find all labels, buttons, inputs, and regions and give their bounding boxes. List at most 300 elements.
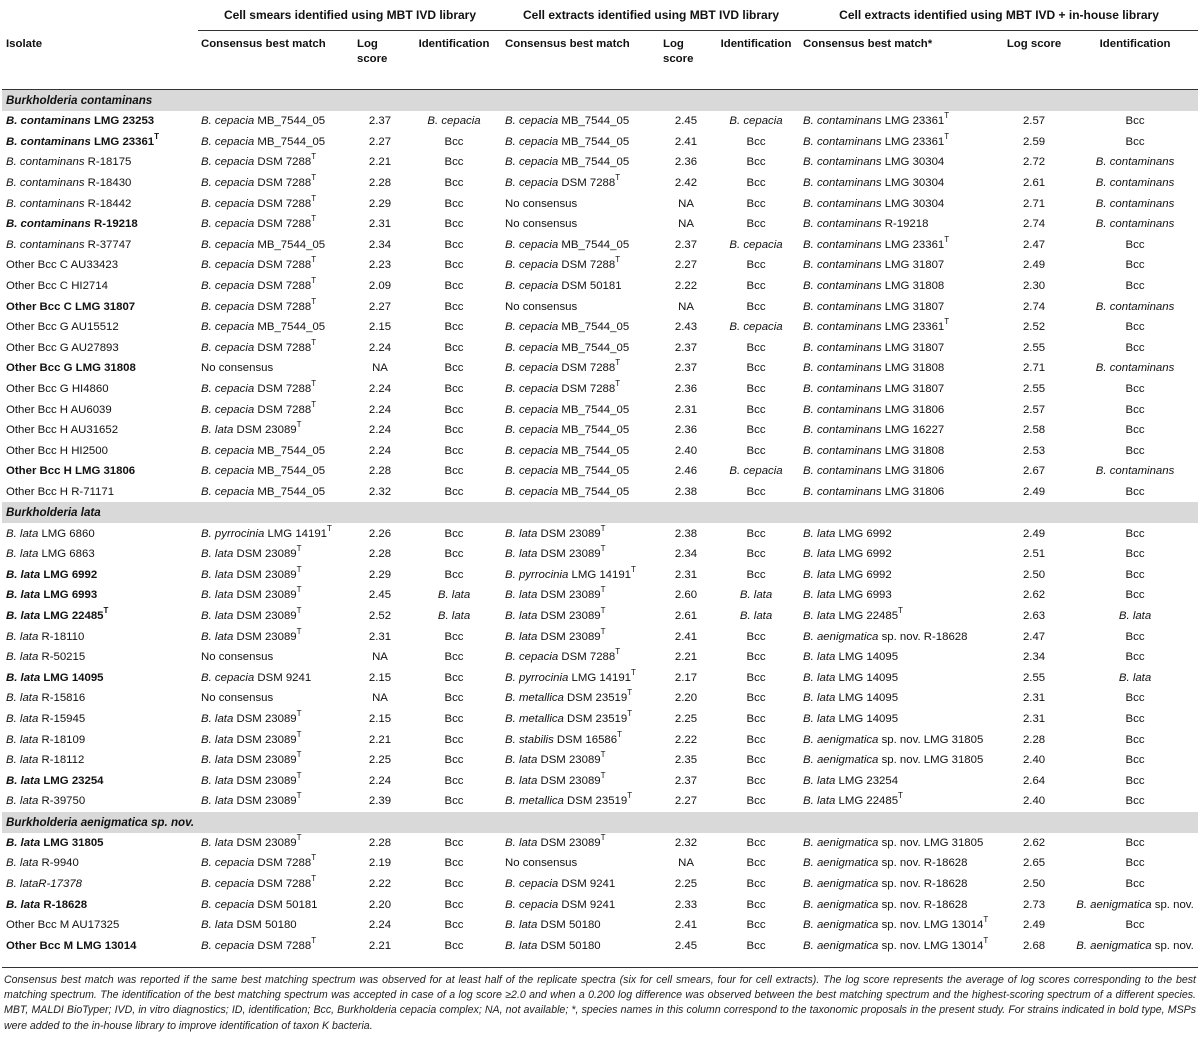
identification-cell: Bcc <box>1125 774 1145 787</box>
identification-cell: Bcc <box>746 383 766 396</box>
best-match-cell: B. lata DSM $23089^T$ <box>201 791 302 808</box>
best-match-cell: B. aenigmatica sp. nov. LMG $13014^T$ <box>803 915 989 932</box>
table-row <box>2 152 1198 173</box>
log-score-cell: 2.36 <box>674 424 698 437</box>
identification-cell: Bcc <box>444 630 464 643</box>
best-match-cell: B. cepacia DSM $7288^T$ <box>201 255 317 272</box>
identification-cell: Bcc <box>746 197 766 210</box>
log-score-cell: 2.28 <box>368 177 392 190</box>
isolate-cell: B. lata LMG 6992 <box>6 568 98 581</box>
best-match-cell: B. cepacia MB_7544_05 <box>505 465 630 478</box>
log-score-cell: 2.37 <box>368 115 392 128</box>
best-match-cell: B. contaminans LMG $23361^T$ <box>803 234 950 251</box>
identification-cell: B. contaminans <box>1095 218 1175 231</box>
best-match-cell: B. lata DSM $23089^T$ <box>505 585 606 602</box>
best-match-cell: No consensus <box>201 692 274 705</box>
table-row <box>2 936 1198 957</box>
best-match-cell: B. contaminans LMG $23361^T$ <box>803 317 950 334</box>
log-score-cell: 2.60 <box>674 589 698 602</box>
log-score-cell: 2.74 <box>1022 300 1046 313</box>
log-score-cell: 2.45 <box>674 115 698 128</box>
best-match-cell: B. contaminans LMG 30304 <box>803 177 945 190</box>
log-score-cell: 2.41 <box>674 135 698 148</box>
best-match-cell: B. lata LMG 14095 <box>803 671 899 684</box>
identification-cell: Bcc <box>444 424 464 437</box>
identification-cell: Bcc <box>746 259 766 272</box>
isolate-cell: Other Bcc M AU17325 <box>6 919 120 932</box>
identification-cell: B. contaminans <box>1095 362 1175 375</box>
identification-cell: Bcc <box>444 321 464 334</box>
identification-cell: Bcc <box>444 177 464 190</box>
table-row <box>2 193 1198 214</box>
log-score-cell: 2.73 <box>1022 898 1046 911</box>
section-title: Burkholderia aenigmatica sp. nov. <box>2 812 1198 833</box>
best-match-cell: B. lata LMG 14095 <box>803 692 899 705</box>
log-score-cell: 2.61 <box>674 609 698 622</box>
log-score-cell: 2.31 <box>1022 692 1046 705</box>
identification-cell: Bcc <box>746 712 766 725</box>
best-match-cell: B. aenigmatica sp. nov. LMG 31805 <box>803 754 984 767</box>
log-score-cell: 2.27 <box>368 300 392 313</box>
table-row <box>2 235 1198 256</box>
log-score-cell: 2.34 <box>1022 651 1046 664</box>
log-score-cell: 2.65 <box>1022 857 1046 870</box>
log-score-cell: NA <box>372 692 388 705</box>
best-match-cell: B. lata DSM $23089^T$ <box>505 626 606 643</box>
log-score-cell: 2.27 <box>674 259 698 272</box>
section-header-row <box>2 812 1198 833</box>
best-match-cell: B. metallica DSM $23519^T$ <box>505 708 633 725</box>
log-score-cell: 2.21 <box>368 939 392 952</box>
identification-table <box>2 0 1198 956</box>
identification-cell: B. cepacia <box>729 115 783 128</box>
best-match-header: Consensus best match <box>502 31 660 90</box>
best-match-cell: B. contaminans LMG 16227 <box>803 424 945 437</box>
best-match-cell: B. lata DSM $23089^T$ <box>201 420 302 437</box>
best-match-cell: B. contaminans LMG 31807 <box>803 259 945 272</box>
table-row <box>2 441 1198 462</box>
best-match-cell: B. lata DSM $23089^T$ <box>505 832 606 849</box>
identification-cell: Bcc <box>746 300 766 313</box>
best-match-cell: B. lata DSM $23089^T$ <box>201 708 302 725</box>
log-score-cell: 2.47 <box>1022 630 1046 643</box>
log-score-cell: 2.21 <box>368 156 392 169</box>
best-match-cell: B. cepacia MB_7544_05 <box>505 403 630 416</box>
best-match-cell: B. cepacia DSM $7288^T$ <box>201 379 317 396</box>
isolate-cell: Other Bcc G AU27893 <box>6 341 119 354</box>
identification-cell: Bcc <box>746 568 766 581</box>
best-match-cell: B. cepacia MB_7544_05 <box>505 424 630 437</box>
log-score-cell: 2.21 <box>368 733 392 746</box>
best-match-cell: B. cepacia MB_7544_05 <box>201 135 326 148</box>
identification-cell: Bcc <box>746 135 766 148</box>
best-match-cell: B. cepacia DSM 9241 <box>201 671 312 684</box>
isolate-cell: B. lata R-15945 <box>6 712 86 725</box>
table-row <box>2 317 1198 338</box>
log-score-cell: 2.37 <box>674 341 698 354</box>
isolate-cell: B. lata LMG 31805 <box>6 836 104 849</box>
identification-header: Identification <box>1072 31 1198 90</box>
best-match-cell: B. aenigmatica sp. nov. R-18628 <box>803 857 968 870</box>
log-score-cell: NA <box>678 197 694 210</box>
identification-cell: Bcc <box>444 485 464 498</box>
identification-cell: Bcc <box>1125 341 1145 354</box>
identification-cell: Bcc <box>746 156 766 169</box>
section-title: Burkholderia contaminans <box>2 90 1198 112</box>
identification-cell: Bcc <box>444 527 464 540</box>
table-row <box>2 111 1198 132</box>
identification-cell: Bcc <box>1125 424 1145 437</box>
log-score-cell: 2.51 <box>1022 548 1046 561</box>
isolate-cell: B. contaminans R-18175 <box>6 156 132 169</box>
log-score-cell: 2.50 <box>1022 568 1046 581</box>
table-row <box>2 833 1198 854</box>
best-match-cell: B. lata LMG 6992 <box>803 527 892 540</box>
log-score-cell: 2.31 <box>674 403 698 416</box>
log-score-cell: 2.58 <box>1022 424 1046 437</box>
identification-cell: Bcc <box>1125 321 1145 334</box>
isolate-cell: Other Bcc H HI2500 <box>6 444 108 457</box>
table-row <box>2 585 1198 606</box>
best-match-cell: B. lata LMG 6993 <box>803 589 892 602</box>
log-score-cell: 2.32 <box>674 836 698 849</box>
identification-cell: Bcc <box>1125 280 1145 293</box>
log-score-cell: 2.36 <box>674 383 698 396</box>
best-match-cell: B. lata LMG $22485^T$ <box>803 605 903 622</box>
best-match-cell: B. cepacia MB_7544_05 <box>201 444 326 457</box>
best-match-cell: B. lata LMG 6992 <box>803 548 892 561</box>
identification-cell: Bcc <box>746 939 766 952</box>
best-match-cell: B. lata DSM $23089^T$ <box>201 585 302 602</box>
log-score-cell: 2.21 <box>674 651 698 664</box>
identification-cell: B. lata <box>1118 671 1152 684</box>
identification-cell: Bcc <box>444 939 464 952</box>
log-score-cell: 2.38 <box>674 485 698 498</box>
isolate-cell: B. contaminans LMG $23361^T$ <box>6 131 160 148</box>
log-score-cell: 2.55 <box>1022 671 1046 684</box>
log-score-cell: 2.24 <box>368 424 392 437</box>
identification-cell: Bcc <box>444 836 464 849</box>
isolate-cell: B. lata LMG 6860 <box>6 527 95 540</box>
log-score-cell: NA <box>372 651 388 664</box>
best-match-cell: B. lata LMG $22485^T$ <box>803 791 903 808</box>
table-row <box>2 709 1198 730</box>
identification-header: Identification <box>712 31 800 90</box>
table-row <box>2 482 1198 503</box>
identification-cell: Bcc <box>444 238 464 251</box>
identification-cell: Bcc <box>746 177 766 190</box>
log-score-cell: 2.28 <box>1022 733 1046 746</box>
best-match-cell: B. contaminans LMG 31808 <box>803 444 945 457</box>
table-body <box>2 90 1198 957</box>
log-score-cell: 2.24 <box>368 341 392 354</box>
log-score-header: Log score <box>660 31 712 90</box>
best-match-cell: B. lata LMG 14095 <box>803 651 899 664</box>
best-match-cell: B. contaminans LMG $23361^T$ <box>803 111 950 128</box>
log-score-cell: 2.25 <box>368 754 392 767</box>
log-score-cell: 2.22 <box>674 280 698 293</box>
log-score-cell: 2.39 <box>368 795 392 808</box>
isolate-cell: Other Bcc M LMG 13014 <box>6 939 137 952</box>
log-score-cell: 2.22 <box>368 878 392 891</box>
log-score-cell: 2.40 <box>1022 795 1046 808</box>
group-header-cell-extracts-ivd: Cell extracts identified using MBT IVD library <box>502 0 800 31</box>
log-score-header: Log score <box>354 31 406 90</box>
isolate-cell: Other Bcc H R-71171 <box>6 485 115 498</box>
table-row <box>2 358 1198 379</box>
table-row <box>2 132 1198 153</box>
best-match-cell: B. contaminans LMG 30304 <box>803 156 945 169</box>
identification-cell: Bcc <box>746 403 766 416</box>
best-match-cell: B. cepacia MB_7544_05 <box>505 115 630 128</box>
identification-cell: Bcc <box>1125 485 1145 498</box>
best-match-cell: B. lata DSM $23089^T$ <box>505 770 606 787</box>
identification-cell: Bcc <box>746 630 766 643</box>
log-score-cell: 2.59 <box>1022 135 1046 148</box>
log-score-cell: 2.29 <box>368 197 392 210</box>
best-match-cell: B. metallica DSM $23519^T$ <box>505 791 633 808</box>
best-match-header: Consensus best match <box>198 31 354 90</box>
log-score-cell: 2.38 <box>674 527 698 540</box>
log-score-cell: 2.31 <box>368 218 392 231</box>
column-header-row <box>2 31 1198 90</box>
log-score-cell: 2.17 <box>674 671 698 684</box>
log-score-cell: 2.49 <box>1022 259 1046 272</box>
best-match-cell: B. contaminans LMG 31808 <box>803 362 945 375</box>
identification-cell: Bcc <box>1125 135 1145 148</box>
log-score-cell: 2.45 <box>674 939 698 952</box>
best-match-cell: B. cepacia DSM $7288^T$ <box>201 152 317 169</box>
log-score-cell: 2.36 <box>674 156 698 169</box>
identification-cell: Bcc <box>746 444 766 457</box>
identification-cell: Bcc <box>1125 527 1145 540</box>
identification-cell: Bcc <box>746 651 766 664</box>
isolate-header: Isolate <box>2 31 198 90</box>
identification-cell: B. lata <box>739 609 773 622</box>
log-score-cell: 2.24 <box>368 444 392 457</box>
identification-header: Identification <box>406 31 502 90</box>
identification-cell: Bcc <box>444 898 464 911</box>
best-match-cell: B. lata DSM $23089^T$ <box>201 750 302 767</box>
identification-cell: Bcc <box>444 878 464 891</box>
identification-cell: Bcc <box>444 383 464 396</box>
identification-cell: Bcc <box>444 135 464 148</box>
best-match-cell: B. lata LMG 14095 <box>803 712 899 725</box>
best-match-cell: B. cepacia DSM $7288^T$ <box>201 337 317 354</box>
best-match-cell: B. cepacia MB_7544_05 <box>505 135 630 148</box>
log-score-cell: 2.34 <box>368 238 392 251</box>
best-match-cell: B. cepacia MB_7544_05 <box>201 485 326 498</box>
best-match-cell: B. cepacia DSM 9241 <box>505 898 616 911</box>
best-match-cell: B. cepacia MB_7544_05 <box>201 238 326 251</box>
identification-cell: Bcc <box>746 280 766 293</box>
best-match-cell: No consensus <box>505 218 578 231</box>
log-score-cell: 2.57 <box>1022 115 1046 128</box>
identification-cell: Bcc <box>444 671 464 684</box>
log-score-cell: 2.24 <box>368 774 392 787</box>
identification-cell: Bcc <box>746 878 766 891</box>
isolate-cell: B. lata R-15816 <box>6 692 86 705</box>
table-row <box>2 214 1198 235</box>
isolate-cell: Other Bcc H LMG 31806 <box>6 465 136 478</box>
log-score-cell: 2.40 <box>674 444 698 457</box>
table-row <box>2 915 1198 936</box>
identification-cell: Bcc <box>444 403 464 416</box>
isolate-cell: Other Bcc G AU15512 <box>6 321 119 334</box>
column-group-header-row <box>2 0 1198 31</box>
log-score-cell: 2.37 <box>674 362 698 375</box>
identification-cell: Bcc <box>1125 836 1145 849</box>
log-score-cell: 2.29 <box>368 568 392 581</box>
table-row <box>2 853 1198 874</box>
group-header-cell-extracts-inhouse: Cell extracts identified using MBT IVD + in-house library <box>800 0 1198 31</box>
isolate-cell: Other Bcc G HI4860 <box>6 383 109 396</box>
best-match-cell: B. cepacia DSM $7288^T$ <box>201 935 317 952</box>
isolate-cell: B. lata R-18110 <box>6 630 85 643</box>
best-match-cell: B. cepacia MB_7544_05 <box>505 238 630 251</box>
log-score-cell: 2.62 <box>1022 589 1046 602</box>
isolate-cell: B. lata R-50215 <box>6 651 86 664</box>
log-score-cell: NA <box>372 362 388 375</box>
best-match-cell: B. contaminans R-19218 <box>803 218 929 231</box>
best-match-cell: No consensus <box>505 857 578 870</box>
best-match-cell: B. lata DSM $23089^T$ <box>201 729 302 746</box>
table-row <box>2 874 1198 895</box>
log-score-cell: 2.31 <box>368 630 392 643</box>
table-row <box>2 667 1198 688</box>
log-score-cell: 2.52 <box>1022 321 1046 334</box>
best-match-cell: B. lata DSM $23089^T$ <box>505 544 606 561</box>
identification-cell: Bcc <box>1125 733 1145 746</box>
best-match-cell: B. lata DSM $23089^T$ <box>201 770 302 787</box>
log-score-cell: 2.45 <box>368 589 392 602</box>
identification-cell: Bcc <box>746 527 766 540</box>
identification-cell: B. lata <box>739 589 773 602</box>
identification-cell: B. lata <box>437 609 471 622</box>
table-row <box>2 379 1198 400</box>
best-match-cell: B. cepacia DSM $7288^T$ <box>201 399 317 416</box>
isolate-cell: B. lata R-9940 <box>6 857 79 870</box>
best-match-cell: B. cepacia DSM 9241 <box>505 878 616 891</box>
isolate-cell: B. lata LMG 6993 <box>6 589 98 602</box>
log-score-cell: 2.50 <box>1022 878 1046 891</box>
best-match-cell: B. contaminans LMG 31806 <box>803 485 945 498</box>
identification-cell: Bcc <box>444 712 464 725</box>
isolate-cell: B. contaminans R-37747 <box>6 238 132 251</box>
best-match-cell: No consensus <box>505 300 578 313</box>
table-row <box>2 420 1198 441</box>
isolate-cell: B. lata LMG 23254 <box>6 774 104 787</box>
log-score-cell: 2.62 <box>1022 836 1046 849</box>
best-match-cell: B. contaminans LMG 31806 <box>803 403 945 416</box>
log-score-cell: 2.47 <box>1022 238 1046 251</box>
best-match-cell: B. cepacia DSM $7288^T$ <box>201 296 317 313</box>
identification-cell: Bcc <box>1125 259 1145 272</box>
identification-cell: Bcc <box>444 857 464 870</box>
best-match-cell: B. lata DSM 50180 <box>505 939 601 952</box>
table-footnote: Consensus best match was reported if the same best matching spectrum was observed for at least half of the replicate spectra (six for cell smears, four for cell extracts). The log score represents the average of log scores corresponding to the best matching spectrum. The identification of the best matching spectrum was accepted in case of a log score ≥2.0 and when a 0.200 log difference was observed between the best matching spectrum and the highest-scoring spectrum of a different species. MBT, MALDI BioTyper; IVD, in vitro diagnostics; ID, identification; Bcc, Burkholderia cepacia complex; NA, not available; *, species names in this column correspond to the taxonomic proposals in the present study. For strains indicated in bold type, MSPs were added to the in-house library to improve identification of taxon K bacteria. <box>4 974 1196 1032</box>
best-match-cell: B. cepacia MB_7544_05 <box>505 156 630 169</box>
best-match-cell: B. cepacia MB_7544_05 <box>201 115 326 128</box>
log-score-cell: 2.40 <box>1022 754 1046 767</box>
best-match-cell: B. contaminans LMG 31807 <box>803 383 945 396</box>
identification-cell: Bcc <box>746 919 766 932</box>
isolate-cell: B. lataR-17378 <box>6 878 82 891</box>
log-score-cell: 2.46 <box>674 465 698 478</box>
best-match-cell: B. lata DSM $23089^T$ <box>201 626 302 643</box>
isolate-cell: B. lata LMG 14095 <box>6 671 104 684</box>
best-match-cell: B. aenigmatica sp. nov. LMG 31805 <box>803 836 984 849</box>
log-score-cell: 2.55 <box>1022 383 1046 396</box>
identification-cell: Bcc <box>746 671 766 684</box>
table-row <box>2 173 1198 194</box>
table-row <box>2 461 1198 482</box>
identification-cell: Bcc <box>444 651 464 664</box>
isolate-cell: B. lata LMG 6863 <box>6 548 95 561</box>
isolate-cell: B. contaminans LMG 23253 <box>6 115 155 128</box>
log-score-cell: 2.31 <box>674 568 698 581</box>
identification-cell: Bcc <box>746 733 766 746</box>
best-match-cell: B. cepacia DSM $7288^T$ <box>505 379 621 396</box>
log-score-cell: 2.68 <box>1022 939 1046 952</box>
log-score-cell: 2.41 <box>674 919 698 932</box>
table-row <box>2 276 1198 297</box>
identification-cell: Bcc <box>444 692 464 705</box>
log-score-cell: 2.15 <box>368 321 392 334</box>
table-row <box>2 626 1198 647</box>
table-row <box>2 399 1198 420</box>
log-score-cell: 2.43 <box>674 321 698 334</box>
log-score-cell: 2.25 <box>674 712 698 725</box>
table-row <box>2 523 1198 544</box>
log-score-cell: 2.27 <box>368 135 392 148</box>
best-match-cell: B. lata DSM $23089^T$ <box>201 832 302 849</box>
section-header-row <box>2 502 1198 523</box>
identification-cell: B. cepacia <box>729 321 783 334</box>
identification-cell: B. aenigmatica sp. nov. <box>1076 898 1194 911</box>
identification-cell: Bcc <box>746 362 766 375</box>
log-score-cell: 2.49 <box>1022 485 1046 498</box>
identification-cell: Bcc <box>1125 754 1145 767</box>
best-match-cell: B. contaminans LMG 31807 <box>803 341 945 354</box>
table-row <box>2 750 1198 771</box>
section-header-row <box>2 90 1198 112</box>
identification-cell: B. aenigmatica sp. nov. <box>1076 939 1194 952</box>
identification-cell: Bcc <box>1125 692 1145 705</box>
log-score-cell: NA <box>678 857 694 870</box>
identification-cell: Bcc <box>444 465 464 478</box>
best-match-cell: B. lata DSM 50180 <box>505 919 601 932</box>
best-match-cell: B. cepacia MB_7544_05 <box>505 485 630 498</box>
best-match-cell: B. cepacia DSM $7288^T$ <box>201 214 317 231</box>
best-match-cell: B. cepacia MB_7544_05 <box>505 341 630 354</box>
isolate-cell: Other Bcc C HI2714 <box>6 280 108 293</box>
identification-cell: Bcc <box>746 485 766 498</box>
log-score-cell: 2.52 <box>368 609 392 622</box>
identification-cell: Bcc <box>444 774 464 787</box>
best-match-cell: B. cepacia DSM $7288^T$ <box>505 173 621 190</box>
isolate-cell: B. contaminans R-18442 <box>6 197 132 210</box>
identification-cell: Bcc <box>444 795 464 808</box>
best-match-header: Consensus best match* <box>800 31 996 90</box>
isolate-cell: B. lata R-18628 <box>6 898 88 911</box>
identification-cell: Bcc <box>746 548 766 561</box>
identification-cell: Bcc <box>746 836 766 849</box>
identification-cell: Bcc <box>444 362 464 375</box>
identification-cell: Bcc <box>444 919 464 932</box>
best-match-cell: B. cepacia MB_7544_05 <box>505 321 630 334</box>
isolate-cell: Other Bcc C AU33423 <box>6 259 119 272</box>
